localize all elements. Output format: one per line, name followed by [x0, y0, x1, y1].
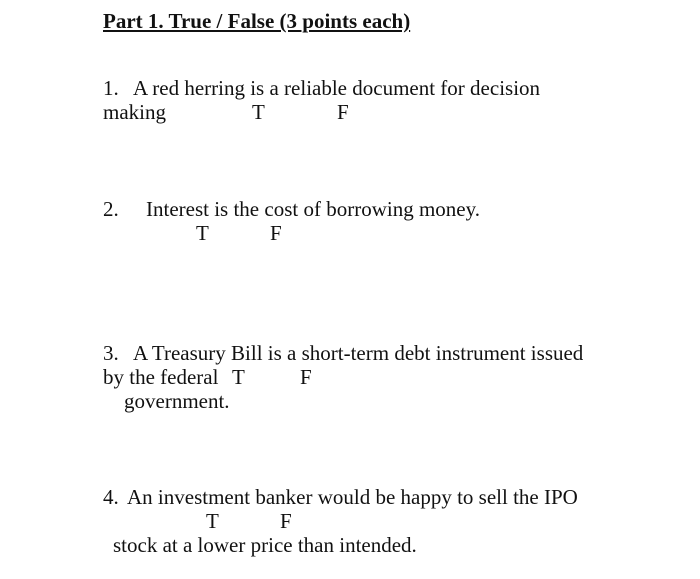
false-option[interactable]: F — [270, 221, 282, 245]
question-text-line-1: A Treasury Bill is a short-term debt instrument issued — [133, 341, 584, 365]
question-text-line-1: Interest is the cost of borrowing money. — [146, 197, 480, 221]
false-option[interactable]: F — [300, 365, 312, 389]
question-text-line-2: making — [103, 100, 166, 124]
question-number: 1. — [103, 76, 119, 100]
true-option[interactable]: T — [252, 100, 265, 124]
question-number: 4. — [103, 485, 119, 509]
true-option[interactable]: T — [206, 509, 219, 533]
question-number: 3. — [103, 341, 119, 365]
true-option[interactable]: T — [196, 221, 209, 245]
page-title: Part 1. True / False (3 points each) — [103, 9, 411, 33]
question-text-line-3: stock at a lower price than intended. — [113, 533, 417, 557]
true-option[interactable]: T — [232, 365, 245, 389]
question-number: 2. — [103, 197, 119, 221]
question-text-line-3: government. — [124, 389, 230, 413]
question-text-line-2: by the federal — [103, 365, 219, 389]
false-option[interactable]: F — [337, 100, 349, 124]
question-text-line-1: A red herring is a reliable document for decision — [133, 76, 541, 100]
question-text-line-1: An investment banker would be happy to sell the IPO — [127, 485, 578, 509]
false-option[interactable]: F — [280, 509, 292, 533]
